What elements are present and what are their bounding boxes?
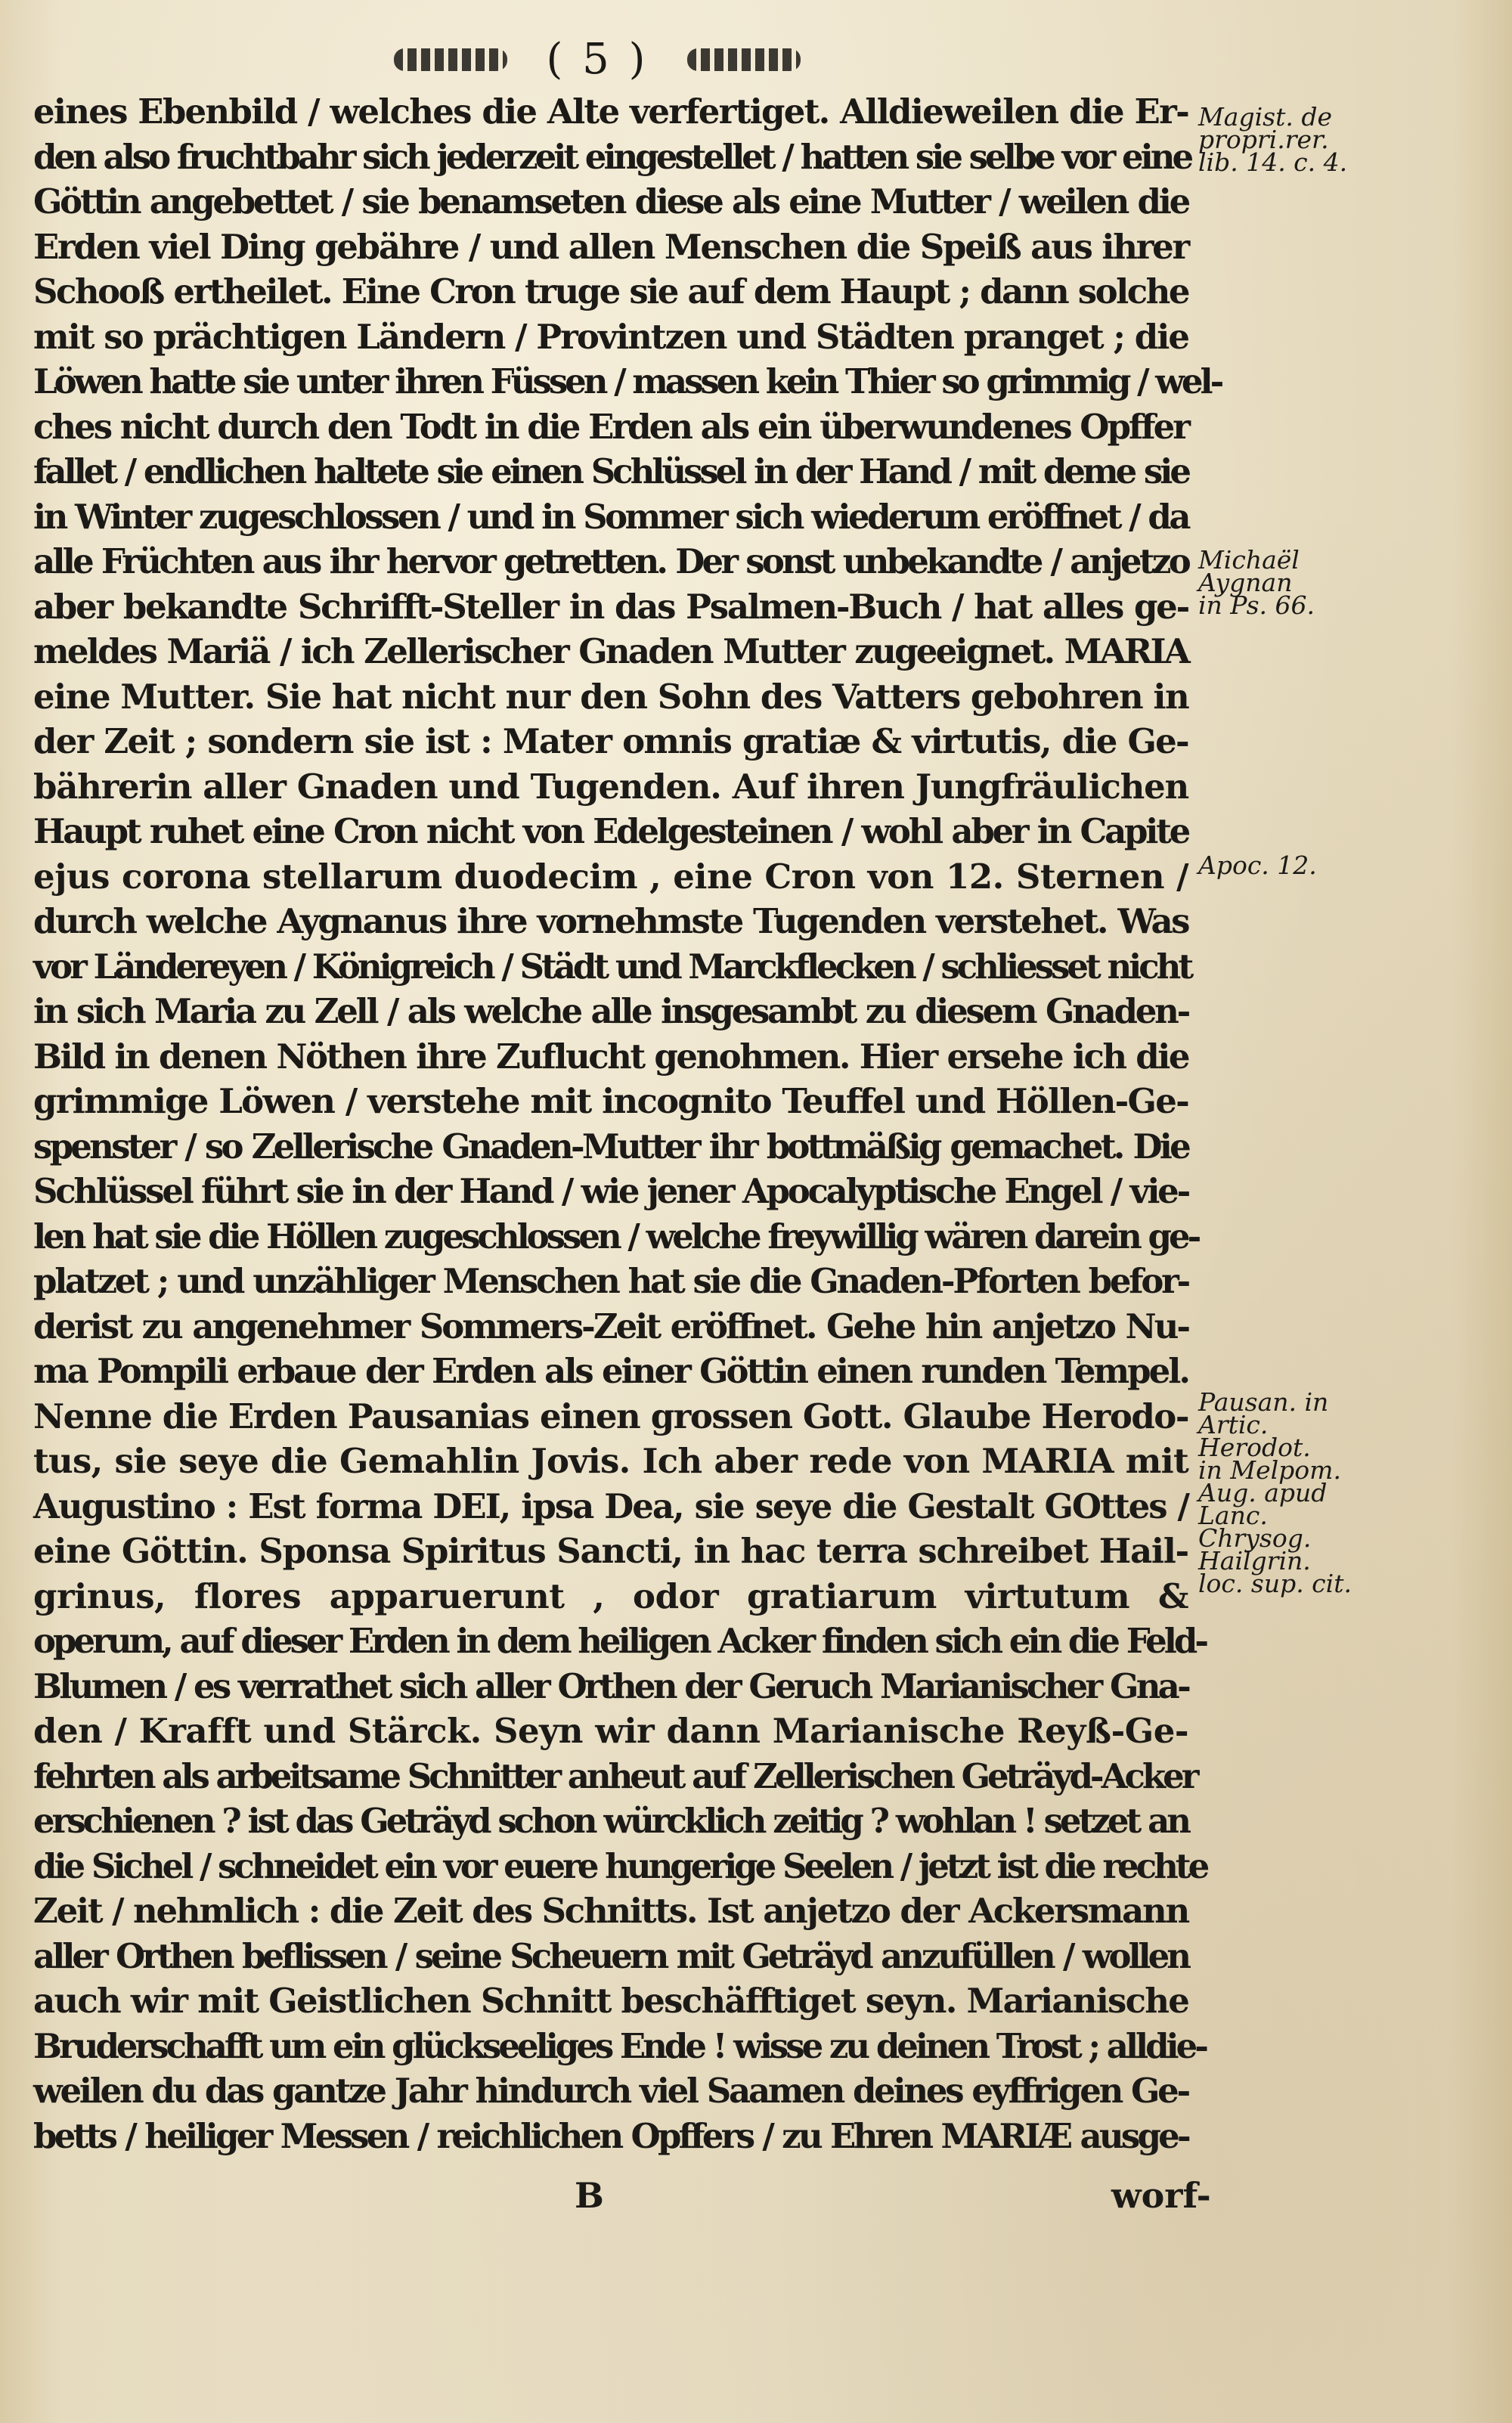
text-line: erschienen ? ist das Geträyd schon würcklich zeitig ? wohlan ! setzet an [33,1801,1188,1841]
text-line: Bild in denen Nöthen ihre Zuflucht genohmen. Hier ersehe ich die [33,1036,1188,1077]
margin-note: Magist. de propri.rer. lib. 14. c. 4. [1198,102,1348,177]
text-line: ches nicht durch den Todt in die Erden als ein überwundenes Opffer [33,406,1188,447]
text-line: aber bekandte Schrifft-Steller in das Psalmen-Buch / hat alles ge- [33,586,1188,627]
text-line: fallet / endlichen haltete sie einen Schlüssel in der Hand / mit deme sie [33,451,1188,491]
margin-note: Pausan. in Artic. Herodot. in Melpom. Aug. apud Lanc. Chrysog. Hailgrin. loc. sup. cit. [1198,1387,1352,1598]
text-line: Nenne die Erden Pausanias einen grossen Gott. Glaube Herodo- [33,1396,1188,1436]
text-line: tus, sie seye die Gemahlin Jovis. Ich aber rede von MARIA mit [33,1441,1188,1481]
text-line: den also fruchtbahr sich jederzeit eingestellet / hatten sie selbe vor eine [33,136,1191,177]
text-line: Bruderschafft um ein glückseeliges Ende ! wisse zu deinen Trost ; alldie- [33,2025,1206,2066]
text-line: derist zu angenehmer Sommers-Zeit eröffnet. Gehe hin anjetzo Nu- [33,1306,1188,1346]
text-line: fehrten als arbeitsame Schnitter anheut auf Zellerischen Geträyd-Acker [33,1755,1197,1796]
text-line: durch welche Aygnanus ihre vornehmste Tugenden verstehet. Was [33,901,1188,941]
margin-note: Michaël Aygnan in Ps. 66. [1198,545,1315,620]
text-line: Haupt ruhet eine Cron nicht von Edelgesteinen / wohl aber in Capite [33,811,1188,851]
text-line: Augustino : Est forma DEI, ipsa Dea, sie seye die Gestalt GOttes / [33,1486,1188,1526]
text-line: auch wir mit Geistlichen Schnitt beschäfftiget seyn. Marianische [33,1981,1189,2021]
text-line: die Sichel / schneidet ein vor euere hungerige Seelen / jetzt ist die rechte [33,1845,1207,1886]
text-line: Göttin angebettet / sie benamseten diese als eine Mutter / weilen die [33,181,1188,222]
signature-mark: B [575,2175,604,2216]
text-line: in Winter zugeschlossen / und in Sommer sich wiederum eröffnet / da [33,496,1188,537]
text-line: platzet ; und unzähliger Menschen hat sie die Gnaden-Pforten befor- [33,1261,1188,1301]
text-line: betts / heiliger Messen / reichlichen Opffers / zu Ehren MARIÆ ausge- [33,2115,1188,2156]
left-ornament-icon [394,48,507,71]
catchword: worf- [1111,2175,1211,2216]
text-line: der Zeit ; sondern sie ist : Mater omnis gratiæ & virtutis, die Ge- [33,721,1188,761]
page-number: ( 5 ) [546,35,649,84]
text-line: mit so prächtigen Ländern / Provintzen und Städten pranget ; die [33,316,1188,357]
text-line: ma Pompili erbaue der Erden als einer Göttin einen runden Tempel. [33,1351,1188,1391]
text-line: eine Mutter. Sie hat nicht nur den Sohn des Vatters gebohren in [33,676,1189,717]
text-line: Schooß ertheilet. Eine Cron truge sie auf dem Haupt ; dann solche [33,271,1188,311]
text-line: eine Göttin. Sponsa Spiritus Sancti, in hac terra schreibet Hail- [33,1531,1188,1571]
main-text-block [33,89,1222,2158]
text-line: Schlüssel führt sie in der Hand / wie jener Apocalyptische Engel / vie- [33,1171,1188,1211]
text-line: den / Krafft und Stärck. Seyn wir dann Marianische Reyß-Ge- [33,1711,1188,1751]
text-line: bährerin aller Gnaden und Tugenden. Auf ihren Jungfräulichen [33,766,1188,807]
text-line: aller Orthen beflissen / seine Scheuern mit Geträyd anzufüllen / wollen [33,1935,1188,1976]
text-line: Erden viel Ding gebähre / und allen Menschen die Speiß aus ihrer [33,226,1188,267]
text-line: Blumen / es verrathet sich aller Orthen der Geruch Marianischer Gna- [33,1665,1188,1706]
right-ornament-icon [687,48,801,71]
text-line: alle Früchten aus ihr hervor getretten. Der sonst unbekandte / anjetzo [33,541,1188,581]
text-line: operum, auf dieser Erden in dem heiligen Acker finden sich ein die Feld- [33,1621,1207,1661]
text-line: spenster / so Zellerische Gnaden-Mutter ihr bottmäßig gemachet. Die [33,1126,1188,1167]
margin-note: Apoc. 12. [1198,851,1317,880]
text-line: meldes Mariä / ich Zellerischer Gnaden Mutter zugeeignet. MARIA [33,631,1188,671]
text-line: Zeit / nehmlich : die Zeit des Schnitts. Ist anjetzo der Ackersmann [33,1891,1188,1931]
text-line: len hat sie die Höllen zugeschlossen / welche freywillig wären darein ge- [33,1216,1199,1256]
page-header [0,32,1194,84]
text-line: eines Ebenbild / welches die Alte verfertiget. Alldieweilen die Er- [33,91,1188,132]
text-line: weilen du das gantze Jahr hindurch viel Saamen deines eyffrigen Ge- [33,2071,1188,2111]
text-line: ejus corona stellarum duodecim , eine Cron von 12. Sternen / [33,856,1188,897]
text-line: vor Ländereyen / Königreich / Städt und Marckflecken / schliesset nicht [33,946,1191,987]
text-line: grimmige Löwen / verstehe mit incognito Teuffel und Höllen-Ge- [33,1081,1188,1121]
text-line: Löwen hatte sie unter ihren Füssen / massen kein Thier so grimmig / wel- [33,361,1222,401]
text-line: in sich Maria zu Zell / als welche alle insgesambt zu diesem Gnaden- [33,991,1188,1031]
text-line: grinus, flores apparuerunt , odor gratiarum virtutum & [33,1576,1188,1616]
